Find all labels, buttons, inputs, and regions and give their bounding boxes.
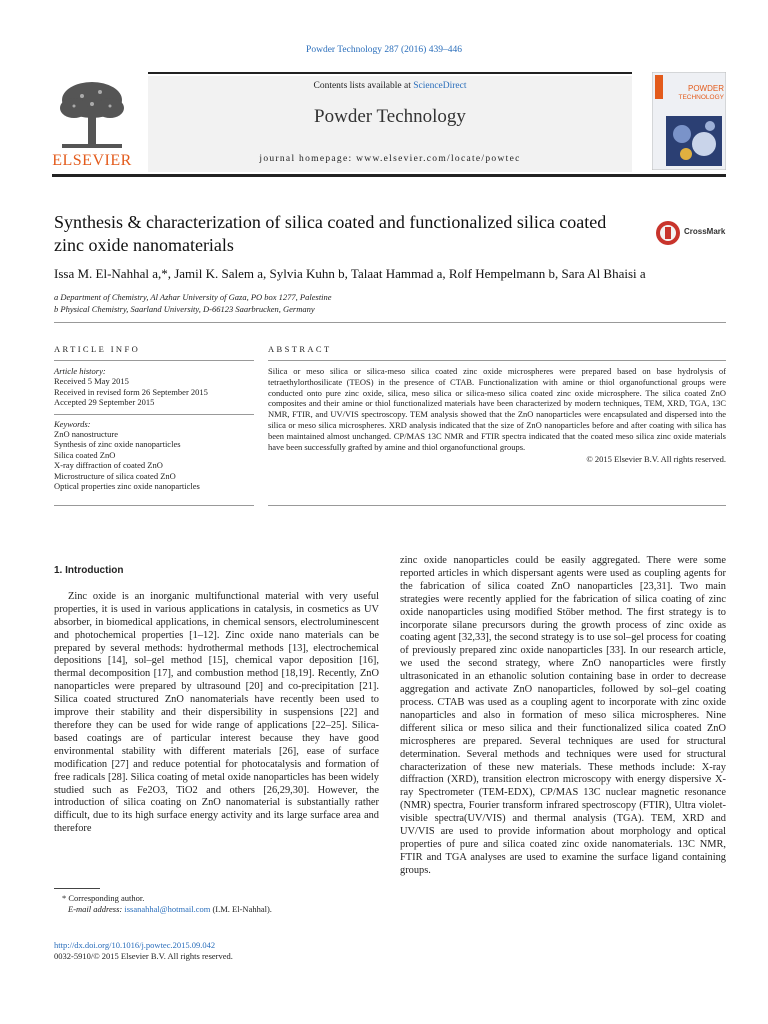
journal-cover [652,72,726,170]
corresponding-author: * Corresponding author. [62,893,145,903]
issn-line: 0032-5910/© 2015 Elsevier B.V. All rights reserved. [54,951,233,961]
elsevier-tree-icon [52,76,132,154]
body-left-column [54,565,379,836]
article-title: Synthesis & characterization of silica coated and functionalized silica coated zinc oxide nanomaterials [54,212,607,255]
keyword-item: Optical properties zinc oxide nanoparticles [54,481,200,492]
article-info-panel [54,360,254,506]
intro-heading: 1. Introduction [54,565,124,576]
revised-date: Received in revised form 26 September 2015 [54,386,208,397]
abstract-heading: ABSTRACT [268,344,332,354]
received-date: Received 5 May 2015 [54,376,129,387]
cover-title-line2: TECHNOLOGY [678,94,724,101]
affiliation-b: b Physical Chemistry, Saarland University, D-66123 Saarbrucken, Germany [54,304,315,314]
sciencedirect-link[interactable]: ScienceDirect [413,81,467,91]
article-info-heading: ARTICLE INFO [54,344,141,354]
journal-homepage [148,154,632,164]
crossmark-label: CrossMark [684,227,726,236]
abstract-panel [268,360,726,506]
header-top-rule [148,72,632,74]
crossmark-icon [655,218,681,248]
affiliation-a: a Department of Chemistry, Al Azhar University of Gaza, PO box 1277, Palestine [54,292,332,302]
keywords-label: Keywords: [54,418,91,429]
accepted-date: Accepted 29 September 2015 [54,397,155,408]
email-link[interactable]: issanahhal@hotmail.com [124,904,211,914]
abstract-text: Silica or meso silica or silica-meso silica coated zinc oxide microspheres were prepared based on base hydrolysis of tetraethylorthosilicate (TEOS) in the presence of CTAB. Functionalization with amine or thiol organofunctional groups were conducted onto pure zinc oxide, silica, meso silica or silica-meso silica coated zinc oxide microsphere. The silica coated ZnO composites and their amine or thiol functionalized materials have been characterized by modern techniques, TEM, XRD, TGA, 13C NMR, FTIR, and UV/VIS spectroscopy. TEM analysis showed that the ZnO nanoparticles were encapsulated and dispersed into the silica or meso silica microspheres. XRD analysis indicated that the size of ZnO nanoparticles before and after coating with silica has been maintained almost unchanged. CP/MAS 13C NMR and FTIR spectra indicated that the coated meso silica zinc oxide materials have been successfully grafted by amine and thiol organofunctional groups. [268,366,726,452]
homepage-prefix: journal homepage: [259,154,357,164]
intro-paragraph: Zinc oxide is an inorganic multifunctional material with very useful properties, it is used in various applications in catalysis, in cosmetics as UV absorber, in biomedical applications, in chemical sensors, electroluminescent and photochemical properties [1–12]. Zinc oxide nano materials can be prepared by several methods: hydrothermal methods [13], electrochemical depositions [14], sol–gel method [15], chemical vapor deposition [16], thermal decomposition [17], and combustion method [18,19]. Recently, ZnO nanoparticles were prepared by ultrasound [20] and co-precipitation [21]. Silica coated structured ZnO nanomaterials have recently been used to improve their stability and their dispersibility in suspensions [22] and therefore they can be used for wide range of applications [22–25]. Silica-based coatings are of particular interest because they have good environmental stability with different materials [26], ease of surface modification [27] and reduce potential for photocatalysis and formation of free radicals [28]. Silica coating of metal oxide nanoparticles has been widely studied such as Fe2O3, TiO2 and others [26,29,30]. However, the introduction of silica coating on ZnO nanomaterial is substantially rather difficult, due to its high surface energy activity and its large surface area and therefore [54,590,379,835]
abstract-copyright: © 2015 Elsevier B.V. All rights reserved. [586,454,726,465]
publisher-name: ELSEVIER [52,152,132,169]
footnote-rule [54,888,100,889]
doi-block [54,940,374,962]
keyword-item: Synthesis of zinc oxide nanoparticles [54,439,181,450]
contents-prefix: Contents lists available at [313,81,414,91]
email-label: E-mail address: [68,904,125,914]
intro-paragraph-continued: zinc oxide nanoparticles could be easily aggregated. There were some reported articles in which dispersant agents were used as coupling agents for the fabrication of silica coated ZnO nanoparticles [23,31]. Two main strategies were recently applied for the fabrication of silica coating of zinc oxide nanoparticles using modified Stöber method. The first strategy is to incorporate silane precursors during the growth process of zinc oxide as coating agent [32,33], the second strategy is to use sol–gel process for coating of previously prepared zinc oxide nanoparticles [33]. In our research article, we used the second strategy, where ZnO nanoparticles were firstly ultrasonicated in an ethanolic solution containing base in order to decrease aggregation and activate ZnO nanoparticles, followed by sol–gel coating process. CTAB was used as a coupling agent to incorporate with zinc oxide nanoparticles and also in formation of meso silica microspheres. Nine different silica or meso silica and their functionalized silica coated ZnO microspheres are prepared. Several techniques are used for structural determination. Several methods and techniques were used for structural characterization of these new materials. These methods include: X-ray diffraction (XRD), transition electron microscopy with energy dispersive X-ray Spectrometer (TEM-EDX), CP/MAS 13C nuclear magnetic resonance (NMR) spectra, Fourier transform infrared spectroscopy (FTIR), Ultra violet-visible spectra(UV/VIS) and thermal analysis (TGA). TEM, XRD and UV/VIS are used to provide information about morphology and optical properties of pure and silica coated zinc oxide nanomaterials. 13C NMR, FTIR and TGA analyses are used to examine the surface ligand containing groups. [400,555,726,876]
elsevier-logo [52,76,132,172]
body-right-column [400,555,726,878]
keyword-item: Silica coated ZnO [54,449,116,460]
cover-title-line1: POWDER [688,84,724,93]
journal-name: Powder Technology [314,106,466,127]
doi-link[interactable]: http://dx.doi.org/10.1016/j.powtec.2015.09.042 [54,940,216,950]
keyword-item: ZnO nanostructure [54,429,118,440]
affiliation-rule [54,322,726,323]
footnote [54,893,374,915]
keyword-item: Microstructure of silica coated ZnO [54,470,176,481]
homepage-url[interactable]: www.elsevier.com/locate/powtec [356,154,521,164]
email-suffix: (I.M. El-Nahhal). [210,904,272,914]
history-label: Article history: [54,366,106,376]
author-list: Issa M. El-Nahhal a,*, Jamil K. Salem a, Sylvia Kuhn b, Talaat Hammad a, Rolf Hempelmann b, Sara Al Bhaisi a [54,266,646,281]
crossmark-badge[interactable] [655,218,745,248]
header-bottom-rule [52,174,726,177]
contents-line [148,81,632,91]
keyword-item: X-ray diffraction of coated ZnO [54,460,163,471]
journal-citation[interactable]: Powder Technology 287 (2016) 439–446 [306,45,462,55]
